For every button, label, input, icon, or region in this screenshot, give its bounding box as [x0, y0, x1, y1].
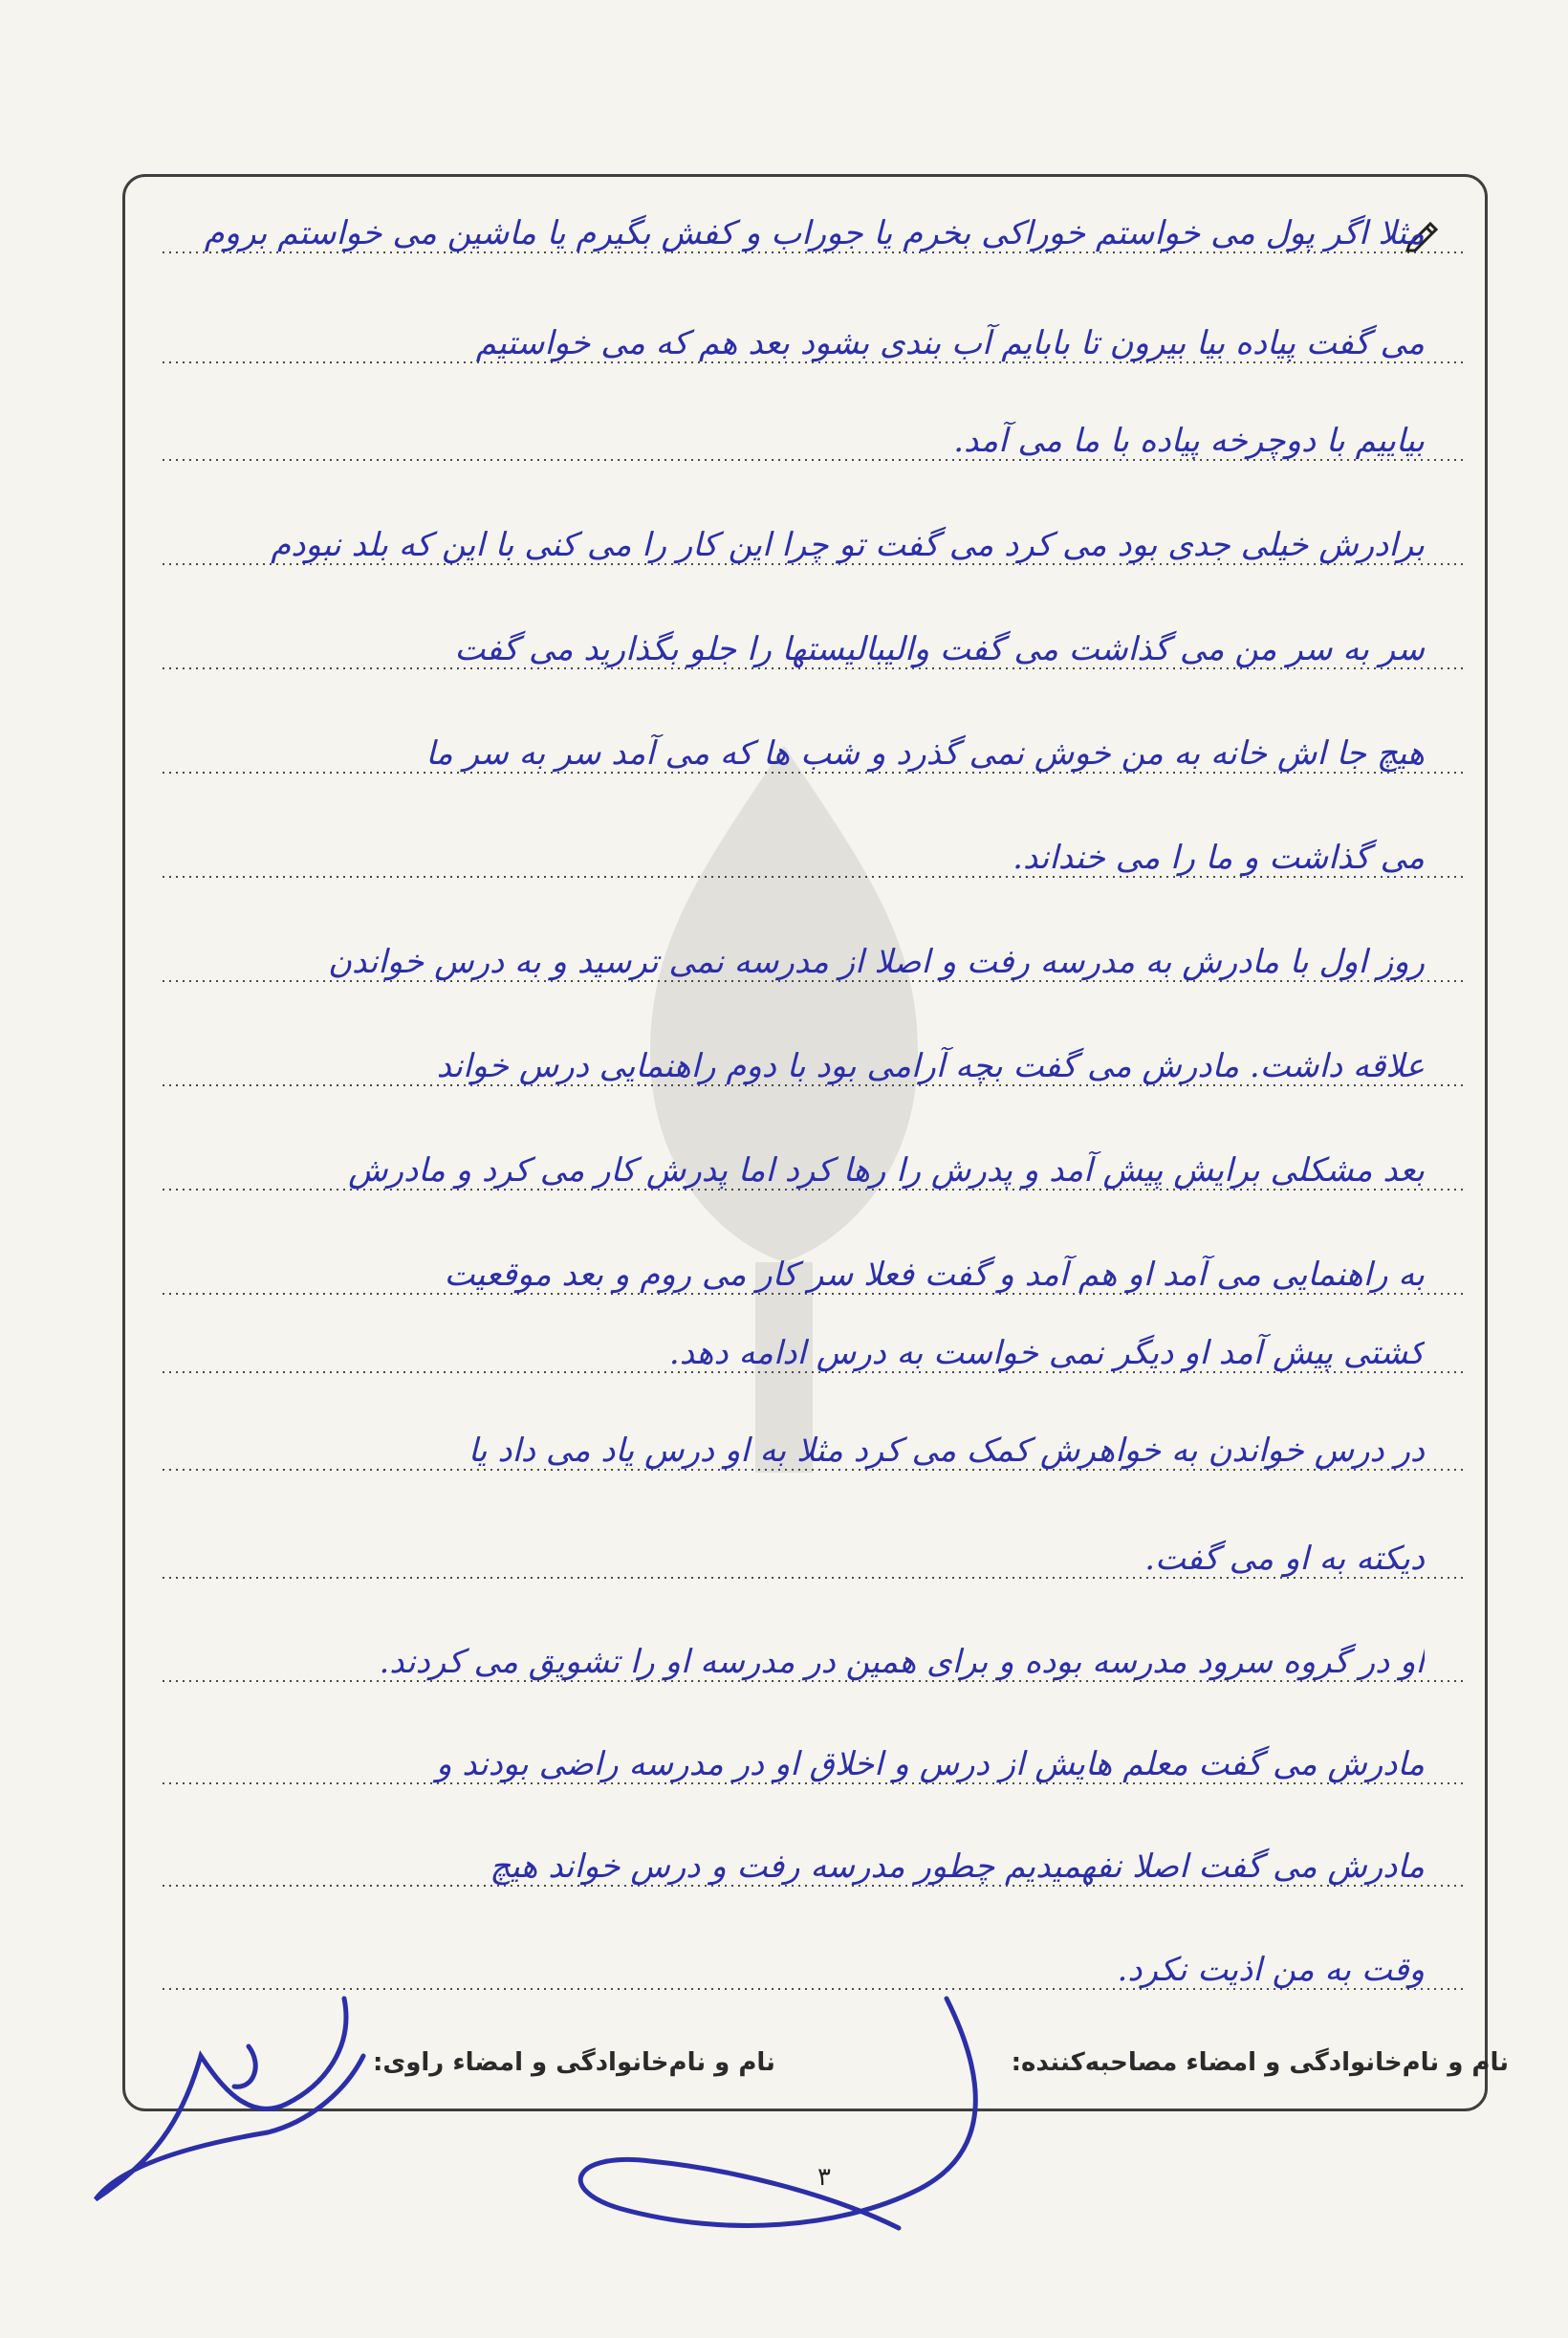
narrator-signature-label: نام و نام‌خانوادگی و امضاء راوی: — [373, 2048, 775, 2077]
handwritten-line: مادرش می گفت اصلا نفهمیدیم چطور مدرسه رفت و درس خواند هیچ — [490, 1847, 1425, 1886]
handwritten-line: هیچ جا اش خانه به من خوش نمی گذرد و شب ها که می آمد سر به سر ما — [425, 734, 1425, 773]
handwritten-line: می گفت پیاده بیا بیرون تا بابایم آب بندی بشود بعد هم که می خواستیم — [475, 324, 1425, 362]
handwritten-line: علاقه داشت. مادرش می گفت بچه آرامی بود با دوم راهنمایی درس خواند — [436, 1047, 1425, 1085]
handwritten-line: بعد مشکلی برایش پیش آمد و پدرش را رها کرد اما پدرش کار می کرد و مادرش — [348, 1151, 1425, 1190]
handwritten-line: دیکته به او می گفت. — [1144, 1540, 1425, 1578]
handwritten-line: در درس خواندن به خواهرش کمک می کرد مثلا به او درس یاد می داد یا — [468, 1431, 1425, 1470]
handwritten-line: مثلا اگر پول می خواستم خوراکی بخرم یا جوراب و کفش بگیرم یا ماشین می خواستم بروم — [204, 214, 1425, 252]
handwritten-line: سر به سر من می گذاشت می گفت والیبالیستها را جلو بگذارید می گفت — [454, 630, 1425, 668]
handwritten-line: بیاییم با دوچرخه پیاده با ما می آمد. — [953, 422, 1425, 460]
handwritten-line: مادرش می گفت معلم هایش از درس و اخلاق او در مدرسه راضی بودند و — [436, 1745, 1425, 1783]
handwritten-line: می گذاشت و ما را می خنداند. — [1013, 839, 1425, 877]
handwritten-line: روز اول با مادرش به مدرسه رفت و اصلا از مدرسه نمی ترسید و به درس خواندن — [328, 943, 1425, 981]
handwritten-line: به راهنمایی می آمد او هم آمد و گفت فعلا سر کار می روم و بعد موقعیت — [444, 1256, 1425, 1294]
handwritten-line: وقت به من اذیت نکرد. — [1117, 1951, 1425, 1989]
interviewer-signature-label: نام و نام‌خانوادگی و امضاء مصاحبه‌کننده: — [1011, 2048, 1509, 2077]
interviewer-signature — [535, 1970, 1033, 2257]
page-number: ۳ — [817, 2163, 831, 2192]
handwritten-line: کشتی پیش آمد او دیگر نمی خواست به درس ادامه دهد. — [668, 1334, 1425, 1372]
narrator-signature — [57, 1979, 382, 2209]
handwritten-line: او در گروه سرود مدرسه بوده و برای همین در مدرسه او را تشویق می کردند. — [379, 1643, 1425, 1681]
handwritten-line: برادرش خیلی جدی بود می کرد می گفت تو چرا این کار را می کنی با این که بلد نبودم — [271, 526, 1425, 564]
